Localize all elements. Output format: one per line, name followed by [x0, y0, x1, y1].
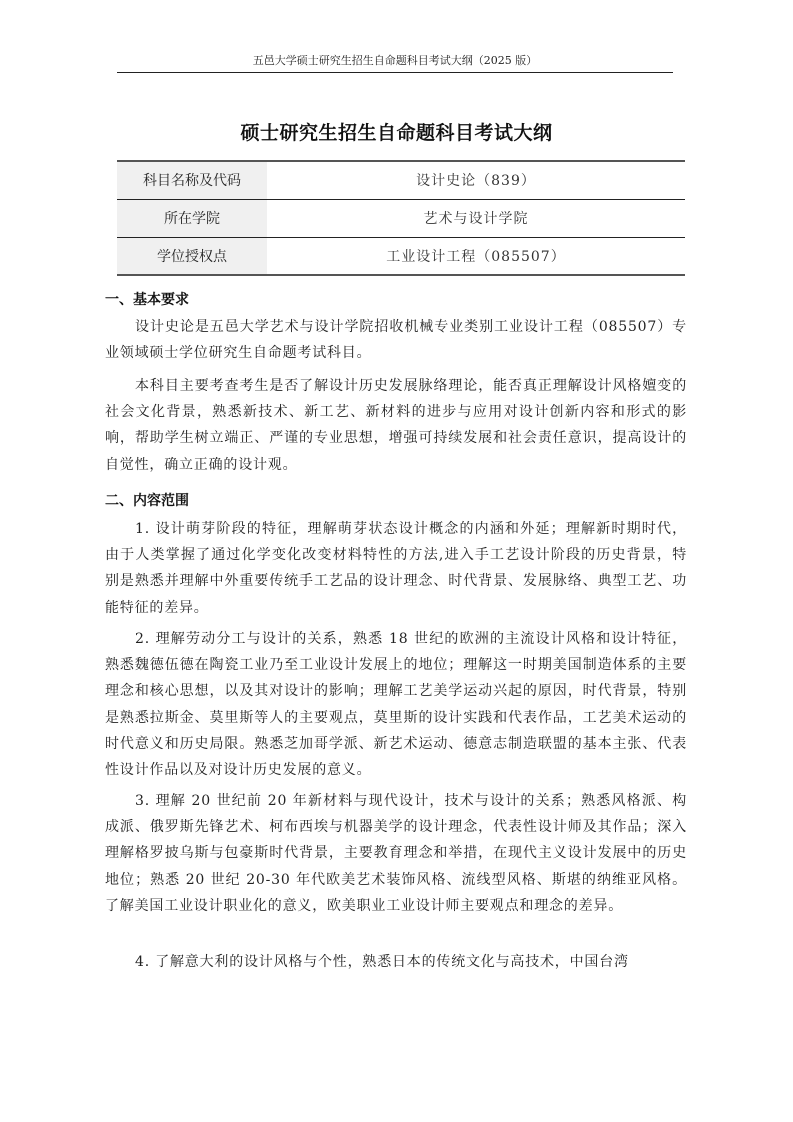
- paragraph: 1. 设计萌芽阶段的特征，理解萌芽状态设计概念的内涵和外延；理解新时期时代，由于人类掌握了通过化学变化改变材料特性的方法,进入手工艺设计阶段的历史背景，特别是熟悉并理解中外重要传统手工艺品的设计理念、时代背景、发展脉络、典型工艺、功能特征的差异。: [105, 521, 687, 616]
- row-value-degree-program: 工业设计工程（085507）: [267, 237, 685, 275]
- paragraph: 本科目主要考查考生是否了解设计历史发展脉络理论，能否真正理解设计风格嬗变的社会文化背景，熟悉新技术、新工艺、新材料的进步与应用对设计创新内容和形式的影响，帮助学生树立端正、严谨的专业思想，增强可持续发展和社会责任意识，提高设计的自觉性，确立正确的设计观。: [105, 378, 687, 473]
- row-value-subject: 设计史论（839）: [267, 161, 685, 199]
- subject-info-table: [117, 160, 685, 276]
- row-value-college: 艺术与设计学院: [267, 199, 685, 237]
- document-title: 硕士研究生招生自命题科目考试大纲: [240, 122, 553, 144]
- table-row: [117, 237, 685, 275]
- paragraph: 4. 了解意大利的设计风格与个性，熟悉日本的传统文化与高技术，中国台湾: [135, 954, 629, 970]
- section-heading-content-scope: 二、内容范围: [105, 493, 189, 509]
- paragraph: 2. 理解劳动分工与设计的关系，熟悉 18 世纪的欧洲的主流设计风格和设计特征，熟悉魏德伍德在陶瓷工业乃至工业设计发展上的地位；理解这一时期美国制造体系的主要理念和核心思想，以及其对设计的影响；理解工艺美学运动兴起的原因，时代背景，特别是熟悉拉斯金、莫里斯等人的主要观点，莫里斯的设计实践和代表作品，工艺美术运动的时代意义和历史局限。熟悉芝加哥学派、新艺术运动、德意志制造联盟的基本主张、代表性设计作品以及对设计历史发展的意义。: [105, 631, 687, 779]
- row-label-degree-program: 学位授权点: [117, 237, 267, 275]
- table-row: [117, 161, 685, 199]
- paragraph: 设计史论是五邑大学艺术与设计学院招收机械专业类别工业设计工程（085507）专业领域硕士学位研究生自命题考试科目。: [105, 319, 687, 362]
- table-row: [117, 199, 685, 237]
- row-label-college: 所在学院: [117, 199, 267, 237]
- section-heading-basic-requirements: 一、基本要求: [105, 292, 189, 308]
- row-label-subject: 科目名称及代码: [117, 161, 267, 199]
- paragraph: 3. 理解 20 世纪前 20 年新材料与现代设计，技术与设计的关系；熟悉风格派、构成派、俄罗斯先锋艺术、柯布西埃与机器美学的设计理念，代表性设计师及其作品；深入理解格罗披乌斯与包豪斯时代背景，主要教育理念和举措，在现代主义设计发展中的历史地位；熟悉 20 世纪 20-30 年代欧美艺术装饰风格、流线型风格、斯堪的纳维亚风格。了解美国工业设计职业化的意义，欧美职业工业设计师主要观点和理念的差异。: [105, 793, 687, 914]
- running-header: 五邑大学硕士研究生招生自命题科目考试大纲（2025 版）: [117, 52, 673, 73]
